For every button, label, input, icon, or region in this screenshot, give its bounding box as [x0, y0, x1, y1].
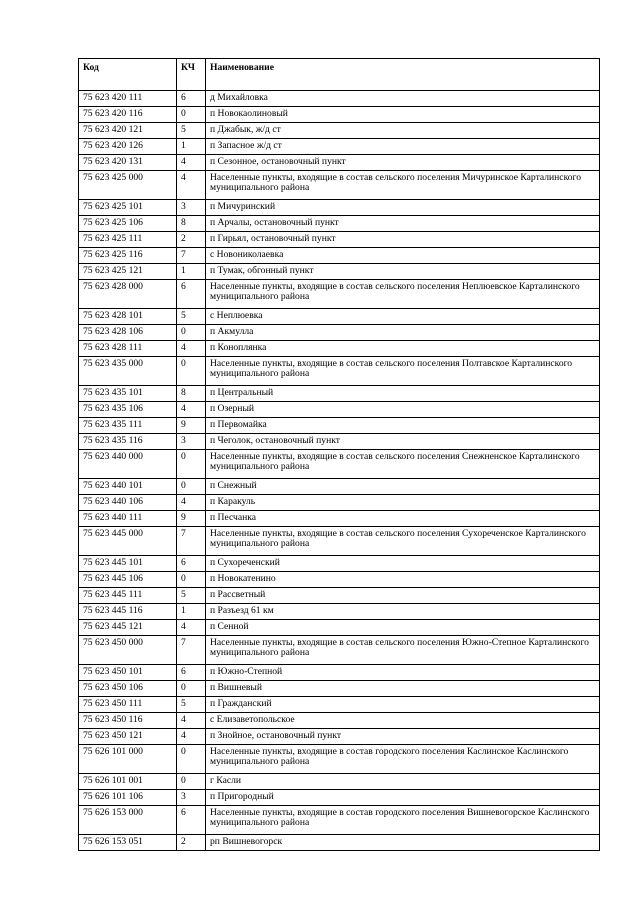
cell-name: п Чеголок, остановочный пункт	[206, 434, 600, 450]
cell-kch: 7	[177, 527, 206, 556]
cell-name: п Центральный	[206, 386, 600, 402]
cell-code: 75 623 428 111	[79, 341, 177, 357]
table-row	[79, 527, 600, 556]
cell-name: п Новокаолиновый	[206, 107, 600, 123]
table-row	[79, 216, 600, 232]
cell-code: 75 623 435 106	[79, 402, 177, 418]
cell-name: Населенные пункты, входящие в состав городского поселения Каслинское Каслинского муниципального района	[206, 745, 600, 774]
cell-kch: 5	[177, 697, 206, 713]
table-body	[79, 91, 600, 851]
cell-kch: 8	[177, 216, 206, 232]
table-row	[79, 511, 600, 527]
table-row	[79, 588, 600, 604]
table-row	[79, 835, 600, 851]
cell-kch: 3	[177, 434, 206, 450]
cell-code: 75 623 420 116	[79, 107, 177, 123]
cell-code: 75 626 153 000	[79, 806, 177, 835]
cell-code: 75 623 445 111	[79, 588, 177, 604]
cell-kch: 0	[177, 325, 206, 341]
cell-name: с Неплюевка	[206, 309, 600, 325]
cell-name: Населенные пункты, входящие в состав сельского поселения Полтавское Карталинского муниципального района	[206, 357, 600, 386]
cell-code: 75 623 450 116	[79, 713, 177, 729]
cell-kch: 0	[177, 479, 206, 495]
cell-code: 75 623 425 106	[79, 216, 177, 232]
table-row	[79, 386, 600, 402]
table-row	[79, 806, 600, 835]
cell-name: п Знойное, остановочный пункт	[206, 729, 600, 745]
cell-name: Населенные пункты, входящие в состав городского поселения Вишневогорское Каслинского муниципального района	[206, 806, 600, 835]
table-row	[79, 325, 600, 341]
cell-kch: 4	[177, 341, 206, 357]
cell-name: п Арчалы, остановочный пункт	[206, 216, 600, 232]
cell-kch: 8	[177, 386, 206, 402]
cell-code: 75 623 428 106	[79, 325, 177, 341]
cell-name: п Запасное ж/д ст	[206, 139, 600, 155]
cell-kch: 0	[177, 681, 206, 697]
cell-kch: 4	[177, 171, 206, 200]
cell-code: 75 623 445 101	[79, 556, 177, 572]
cell-code: 75 623 428 000	[79, 280, 177, 309]
cell-code: 75 626 101 000	[79, 745, 177, 774]
header-kch: КЧ	[177, 59, 206, 91]
cell-name: п Сезонное, остановочный пункт	[206, 155, 600, 171]
cell-kch: 1	[177, 264, 206, 280]
table-row	[79, 309, 600, 325]
cell-kch: 1	[177, 604, 206, 620]
cell-name: Населенные пункты, входящие в состав сельского поселения Мичуринское Карталинского муниципального района	[206, 171, 600, 200]
cell-name: п Вишневый	[206, 681, 600, 697]
cell-kch: 0	[177, 107, 206, 123]
cell-name: п Сухореченский	[206, 556, 600, 572]
cell-name: п Мичуринский	[206, 200, 600, 216]
cell-kch: 5	[177, 588, 206, 604]
cell-name: с Елизаветопольское	[206, 713, 600, 729]
table-row	[79, 636, 600, 665]
table-row	[79, 729, 600, 745]
table-row	[79, 434, 600, 450]
cell-code: 75 623 445 116	[79, 604, 177, 620]
table-row	[79, 697, 600, 713]
cell-code: 75 623 445 121	[79, 620, 177, 636]
cell-name: п Новокатенино	[206, 572, 600, 588]
cell-kch: 7	[177, 636, 206, 665]
cell-name: п Пригородный	[206, 790, 600, 806]
table-row	[79, 357, 600, 386]
cell-kch: 3	[177, 200, 206, 216]
cell-code: 75 623 450 106	[79, 681, 177, 697]
cell-name: п Каракуль	[206, 495, 600, 511]
table-row	[79, 604, 600, 620]
classifier-table	[78, 58, 600, 851]
cell-code: 75 626 101 106	[79, 790, 177, 806]
table-row	[79, 620, 600, 636]
cell-code: 75 623 420 126	[79, 139, 177, 155]
cell-kch: 2	[177, 232, 206, 248]
table-row	[79, 665, 600, 681]
table-row	[79, 139, 600, 155]
cell-kch: 6	[177, 556, 206, 572]
cell-kch: 4	[177, 713, 206, 729]
cell-code: 75 623 440 101	[79, 479, 177, 495]
cell-code: 75 626 101 001	[79, 774, 177, 790]
table-row	[79, 171, 600, 200]
table-row	[79, 107, 600, 123]
cell-code: 75 623 425 111	[79, 232, 177, 248]
cell-kch: 4	[177, 495, 206, 511]
table-row	[79, 745, 600, 774]
cell-code: 75 623 450 111	[79, 697, 177, 713]
cell-kch: 0	[177, 572, 206, 588]
cell-name: п Первомайка	[206, 418, 600, 434]
cell-code: 75 623 435 101	[79, 386, 177, 402]
table-row	[79, 556, 600, 572]
cell-code: 75 623 435 116	[79, 434, 177, 450]
cell-code: 75 623 420 121	[79, 123, 177, 139]
cell-name: Населенные пункты, входящие в состав сельского поселения Сухореченское Карталинского муниципального района	[206, 527, 600, 556]
cell-code: 75 623 420 131	[79, 155, 177, 171]
table-row	[79, 495, 600, 511]
cell-code: 75 623 425 116	[79, 248, 177, 264]
cell-kch: 4	[177, 402, 206, 418]
cell-name: п Джабык, ж/д ст	[206, 123, 600, 139]
cell-name: Населенные пункты, входящие в состав сельского поселения Снежненское Карталинского муниципального района	[206, 450, 600, 479]
table-row	[79, 264, 600, 280]
table-row	[79, 155, 600, 171]
cell-kch: 4	[177, 155, 206, 171]
cell-name: п Тумак, обгонный пункт	[206, 264, 600, 280]
table-row	[79, 123, 600, 139]
cell-name: д Михайловка	[206, 91, 600, 107]
cell-code: 75 623 440 111	[79, 511, 177, 527]
cell-name: п Рассветный	[206, 588, 600, 604]
cell-name: п Акмулла	[206, 325, 600, 341]
cell-name: п Южно-Степной	[206, 665, 600, 681]
cell-code: 75 623 440 000	[79, 450, 177, 479]
cell-code: 75 626 153 051	[79, 835, 177, 851]
cell-name: Населенные пункты, входящие в состав сельского поселения Неплюевское Карталинского муниципального района	[206, 280, 600, 309]
cell-kch: 6	[177, 806, 206, 835]
cell-name: п Песчанка	[206, 511, 600, 527]
cell-kch: 4	[177, 729, 206, 745]
table-row	[79, 200, 600, 216]
cell-kch: 0	[177, 357, 206, 386]
cell-kch: 6	[177, 91, 206, 107]
cell-code: 75 623 445 106	[79, 572, 177, 588]
cell-kch: 0	[177, 450, 206, 479]
cell-code: 75 623 435 000	[79, 357, 177, 386]
table-row	[79, 402, 600, 418]
table-row	[79, 713, 600, 729]
table-row	[79, 774, 600, 790]
cell-name: с Новониколаевка	[206, 248, 600, 264]
cell-kch: 7	[177, 248, 206, 264]
cell-name: п Коноплянка	[206, 341, 600, 357]
cell-code: 75 623 435 111	[79, 418, 177, 434]
cell-name: п Снежный	[206, 479, 600, 495]
cell-code: 75 623 445 000	[79, 527, 177, 556]
table-row	[79, 572, 600, 588]
table-row	[79, 450, 600, 479]
cell-code: 75 623 440 106	[79, 495, 177, 511]
table-row	[79, 681, 600, 697]
cell-name: п Гражданский	[206, 697, 600, 713]
cell-kch: 1	[177, 139, 206, 155]
table-row	[79, 418, 600, 434]
cell-kch: 5	[177, 309, 206, 325]
cell-name: Населенные пункты, входящие в состав сельского поселения Южно-Степное Карталинского муниципального района	[206, 636, 600, 665]
cell-kch: 2	[177, 835, 206, 851]
header-name: Наименование	[206, 59, 600, 91]
cell-name: п Гирьял, остановочный пункт	[206, 232, 600, 248]
header-code: Код	[79, 59, 177, 91]
cell-code: 75 623 425 101	[79, 200, 177, 216]
cell-name: п Озерный	[206, 402, 600, 418]
cell-name: г Касли	[206, 774, 600, 790]
cell-kch: 6	[177, 280, 206, 309]
table-row	[79, 479, 600, 495]
table-row	[79, 248, 600, 264]
cell-code: 75 623 420 111	[79, 91, 177, 107]
cell-code: 75 623 425 121	[79, 264, 177, 280]
table-row	[79, 341, 600, 357]
cell-name: п Разъезд 61 км	[206, 604, 600, 620]
cell-code: 75 623 450 000	[79, 636, 177, 665]
table-header-row	[79, 59, 600, 91]
table-row	[79, 91, 600, 107]
cell-kch: 9	[177, 511, 206, 527]
table-row	[79, 232, 600, 248]
cell-code: 75 623 425 000	[79, 171, 177, 200]
cell-code: 75 623 428 101	[79, 309, 177, 325]
cell-kch: 5	[177, 123, 206, 139]
cell-kch: 3	[177, 790, 206, 806]
cell-code: 75 623 450 121	[79, 729, 177, 745]
cell-kch: 0	[177, 774, 206, 790]
cell-kch: 4	[177, 620, 206, 636]
cell-code: 75 623 450 101	[79, 665, 177, 681]
table-row	[79, 790, 600, 806]
cell-kch: 9	[177, 418, 206, 434]
cell-name: п Сенной	[206, 620, 600, 636]
cell-kch: 6	[177, 665, 206, 681]
cell-name: рп Вишневогорск	[206, 835, 600, 851]
cell-kch: 0	[177, 745, 206, 774]
table-row	[79, 280, 600, 309]
